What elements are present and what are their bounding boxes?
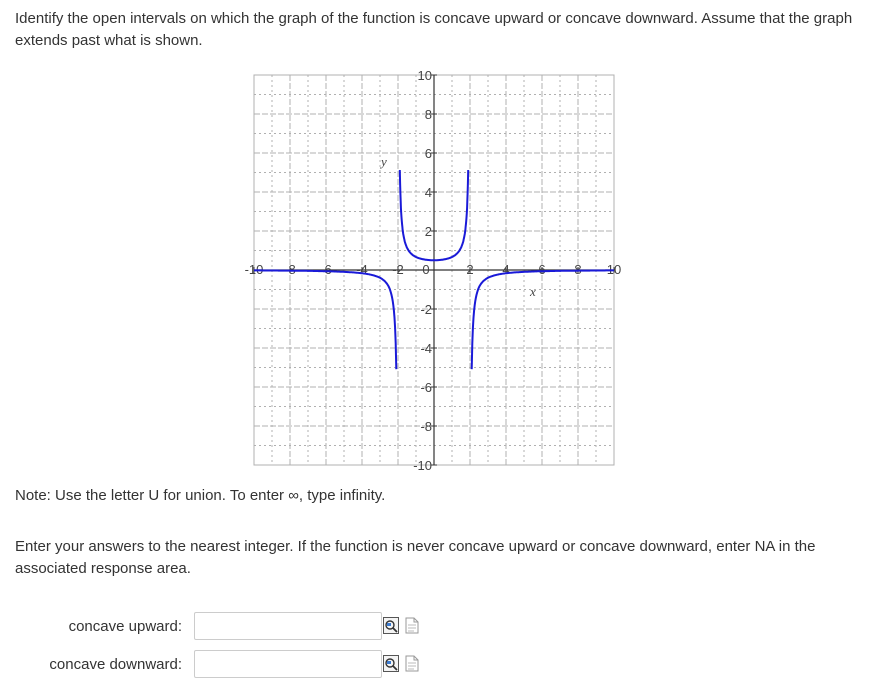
answer-row-concave-downward	[0, 650, 700, 682]
y-tick-label: 4	[424, 185, 432, 200]
instructions-text: Enter your answers to the nearest integer. If the function is never concave upward or concave downward, enter NA in the associated response area.	[15, 538, 816, 577]
x-tick-label: -10	[244, 262, 264, 277]
x-tick-label: 0	[422, 262, 430, 277]
curve-left-branch	[254, 270, 396, 369]
paper-icon[interactable]	[404, 655, 420, 672]
x-axis-label: x	[530, 284, 536, 299]
y-tick-label: -10	[413, 458, 432, 473]
y-tick-label: 8	[424, 107, 432, 122]
y-tick-label: -6	[420, 380, 432, 395]
curve-right-branch	[472, 270, 614, 369]
x-tick-label: 4	[502, 262, 510, 277]
x-tick-label: -2	[392, 262, 404, 277]
concave-downward-input[interactable]	[194, 650, 382, 678]
y-tick-label: -2	[420, 302, 432, 317]
y-tick-label: 6	[424, 146, 432, 161]
x-tick-label: 8	[574, 262, 582, 277]
answer-row-concave-upward	[0, 612, 700, 644]
x-tick-label: -4	[356, 262, 368, 277]
paper-icon[interactable]	[404, 617, 420, 634]
y-axis-label: y	[381, 154, 387, 169]
y-tick-label: -8	[420, 419, 432, 434]
preview-icon[interactable]	[383, 655, 399, 672]
x-tick-label: -6	[320, 262, 332, 277]
y-tick-label: 2	[424, 224, 432, 239]
concave-upward-input[interactable]	[194, 612, 382, 640]
y-tick-label: 10	[417, 68, 432, 83]
concave-upward-label: concave upward:	[68, 618, 182, 635]
y-tick-label: -4	[420, 341, 432, 356]
x-tick-label: 2	[466, 262, 474, 277]
x-tick-label: 10	[606, 262, 622, 277]
x-tick-label: -8	[284, 262, 296, 277]
question-prompt: Identify the open intervals on which the graph of the function is concave upward or concave downward. Assume that the graph extends past what is shown.	[15, 10, 853, 49]
x-tick-label: 6	[538, 262, 546, 277]
note-text: Note: Use the letter U for union. To enter ∞, type infinity.	[15, 487, 386, 504]
function-graph	[236, 58, 636, 473]
concave-downward-label: concave downward:	[49, 656, 182, 673]
preview-icon[interactable]	[383, 617, 399, 634]
